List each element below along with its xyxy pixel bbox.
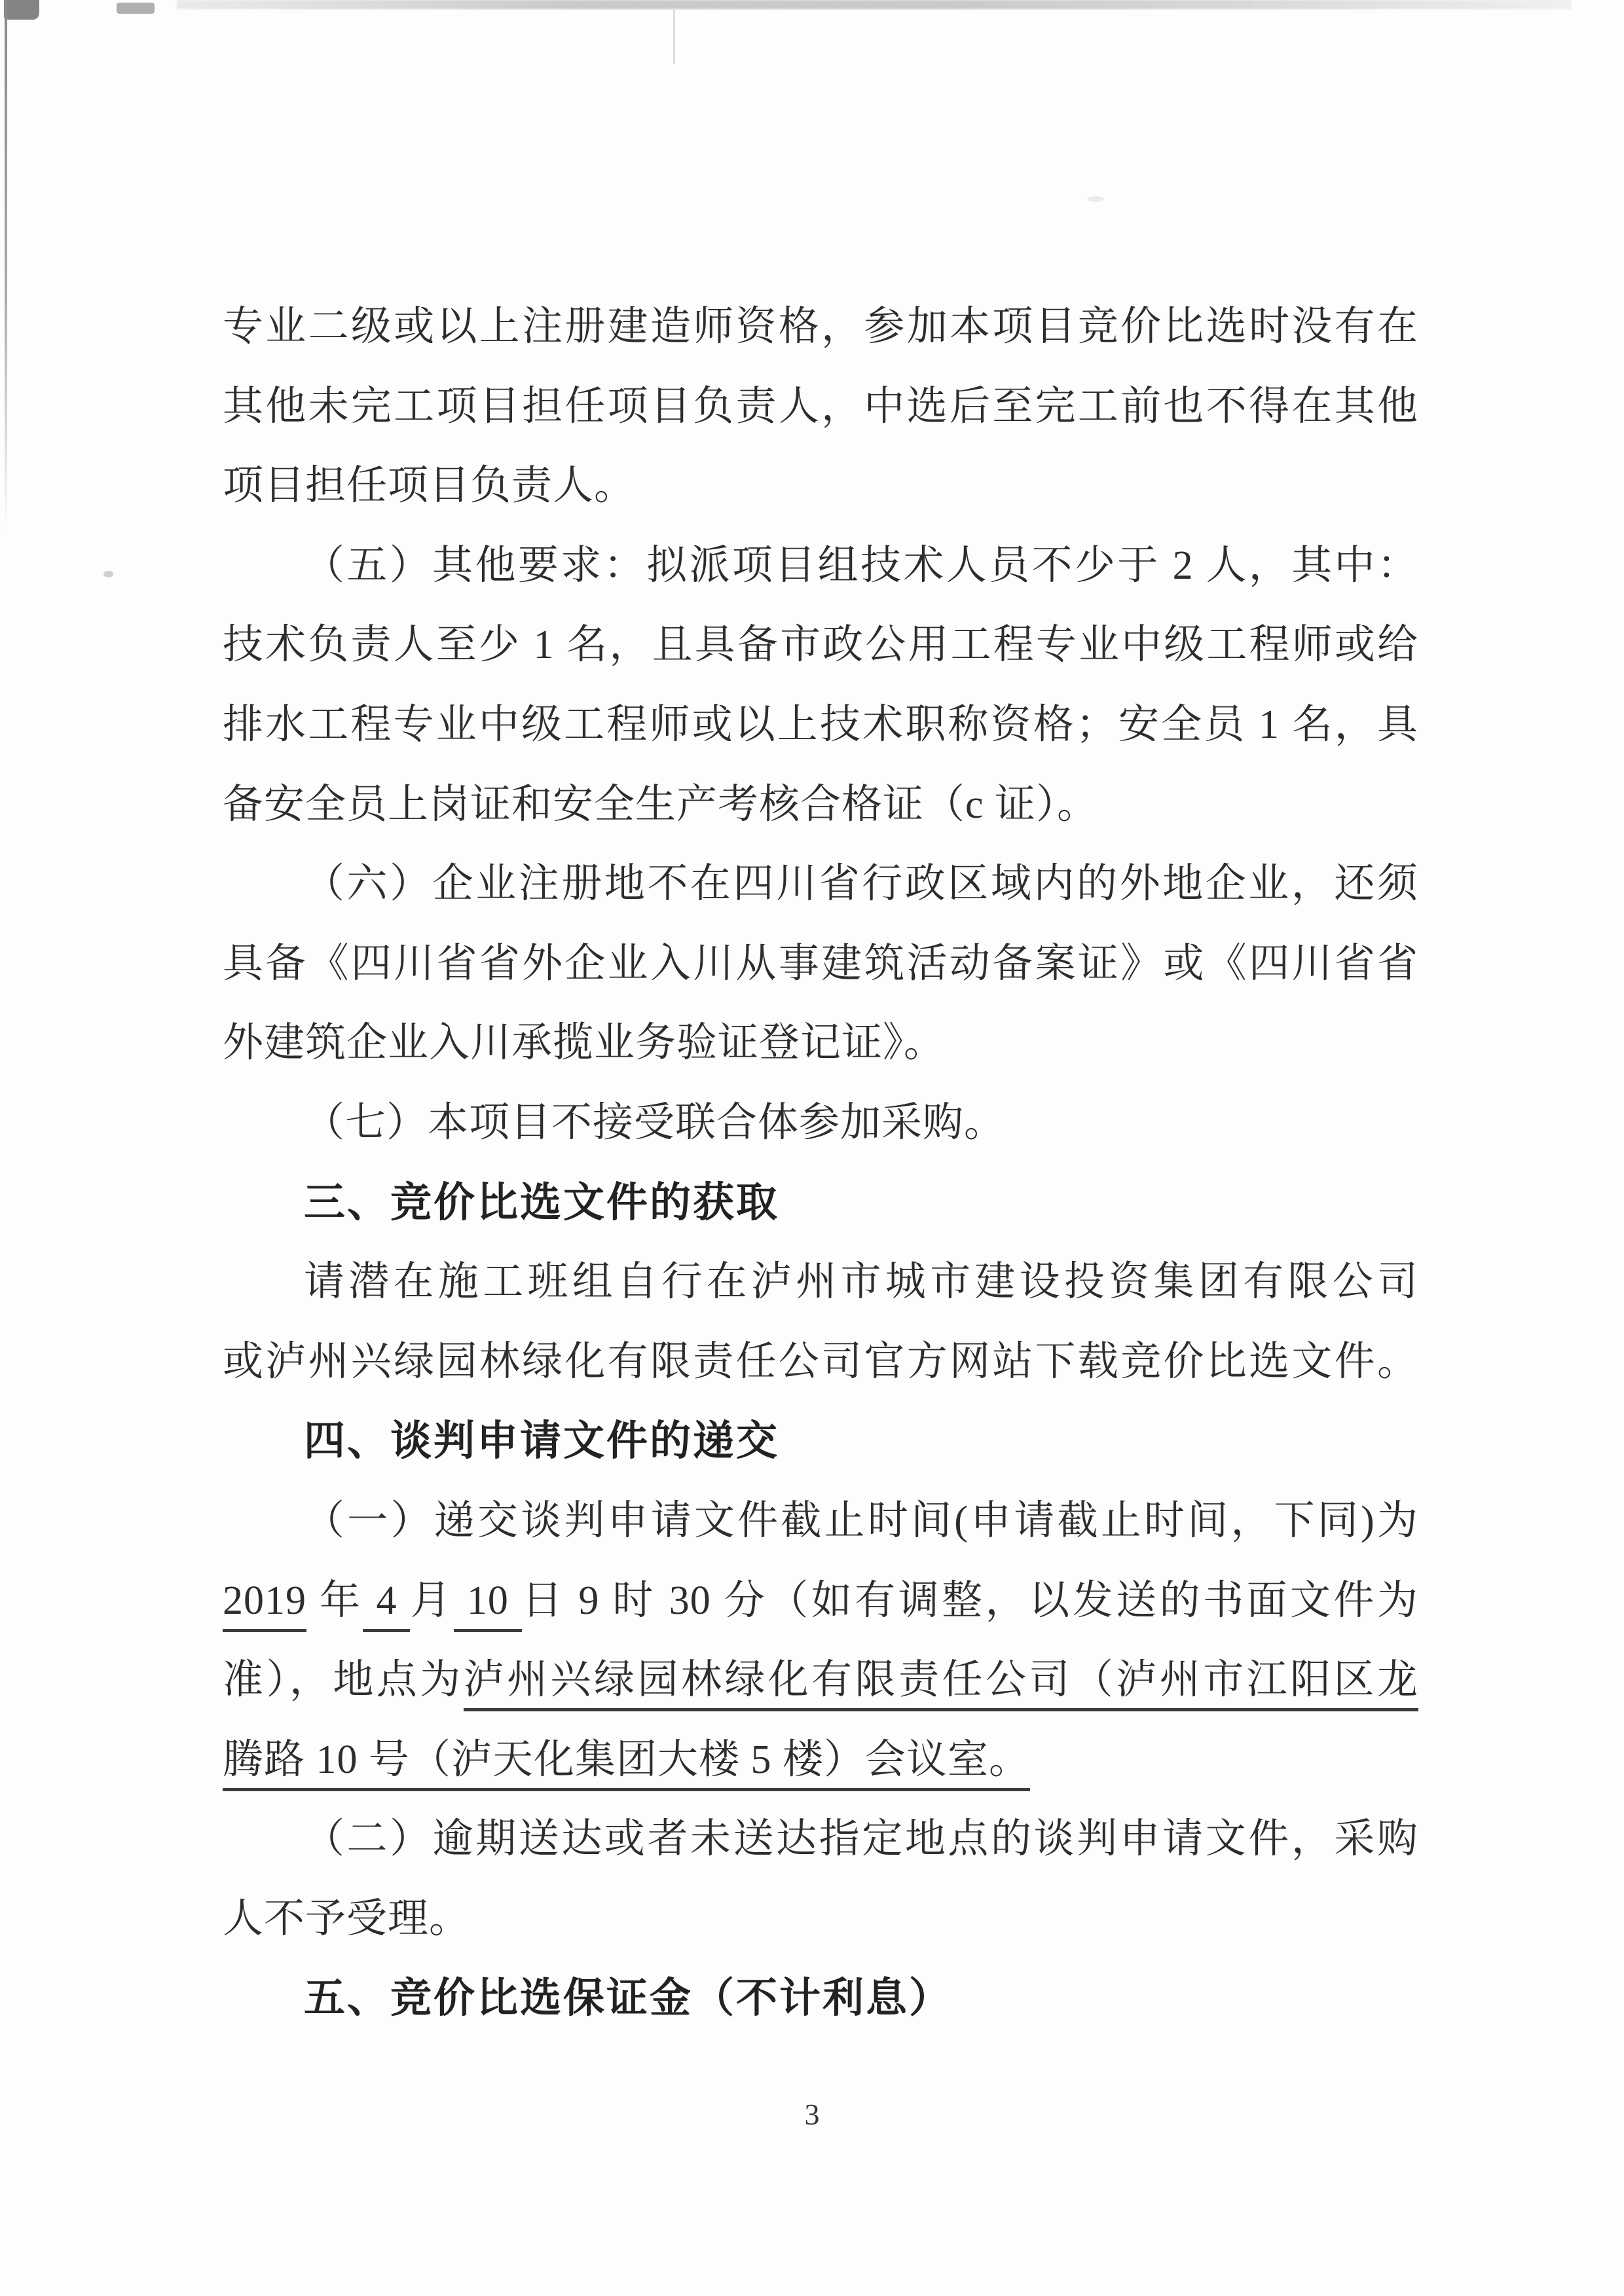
scan-artifact-left-line bbox=[5, 0, 7, 530]
text-segment: 日 9 时 30 分（如有调整，以发送的书面文件为 bbox=[521, 1578, 1418, 1623]
scan-artifact-corner-blob bbox=[4, 0, 39, 20]
text-line: （二）逾期送达或者未送达指定地点的谈判申请文件，采购 bbox=[304, 1817, 1418, 1862]
text-line: 或泸州兴绿园林绿化有限责任公司官方网站下载竞价比选文件。 bbox=[223, 1339, 1418, 1384]
text-line: （一）递交谈判申请文件截止时间(申请截止时间，下同)为 bbox=[304, 1498, 1418, 1543]
text-line: （六）企业注册地不在四川省行政区域内的外地企业，还须 bbox=[304, 862, 1418, 907]
text-segment: 年 bbox=[306, 1578, 363, 1623]
section-heading: 四、谈判申请文件的递交 bbox=[304, 1418, 779, 1465]
section-heading: 三、竞价比选文件的获取 bbox=[304, 1179, 779, 1226]
text-line: （五）其他要求：拟派项目组技术人员不少于 2 人，其中： bbox=[304, 543, 1418, 588]
section-heading: 五、竞价比选保证金（不计利息） bbox=[304, 1975, 952, 2022]
text-line: 项目担任项目负责人。 bbox=[223, 464, 636, 509]
text-line: 备安全员上岗证和安全生产考核合格证（c 证）。 bbox=[223, 782, 1099, 827]
text-line: 具备《四川省省外企业入川从事建筑活动备案证》或《四川省省 bbox=[223, 941, 1418, 986]
scan-artifact-speck bbox=[103, 571, 113, 577]
text-line: 其他未完工项目担任项目负责人，中选后至完工前也不得在其他 bbox=[223, 384, 1418, 429]
text-line: 排水工程专业中级工程师或以上技术职称资格；安全员 1 名，具 bbox=[223, 702, 1418, 747]
text-line bbox=[223, 1721, 1418, 1800]
underlined-text: 2019 bbox=[223, 1578, 306, 1632]
text-line: 人不予受理。 bbox=[223, 1896, 471, 1941]
underlined-text: 腾路 10 号（泸天化集团大楼 5 楼）会议室。 bbox=[223, 1738, 1030, 1791]
text-line bbox=[223, 1641, 1418, 1721]
text-segment: 月 bbox=[410, 1578, 454, 1623]
document-body bbox=[223, 287, 1418, 2039]
scan-artifact-top-band bbox=[177, 0, 1572, 9]
underlined-text: 泸州兴绿园林绿化有限责任公司（泸州市江阳区龙 bbox=[464, 1658, 1418, 1711]
text-line bbox=[223, 1561, 1418, 1641]
underlined-text: 10 bbox=[454, 1578, 522, 1632]
scan-artifact-vertical-streak bbox=[673, 8, 675, 64]
text-segment: 准），地点为 bbox=[223, 1658, 464, 1703]
text-line: （七）本项目不接受联合体参加采购。 bbox=[304, 1100, 1006, 1145]
text-line: 请潜在施工班组自行在泸州市城市建设投资集团有限公司 bbox=[304, 1260, 1418, 1305]
underlined-text: 4 bbox=[363, 1578, 410, 1632]
page-number: 3 bbox=[804, 2098, 820, 2131]
scan-artifact-speck bbox=[1087, 196, 1104, 202]
text-line: 技术负责人至少 1 名，且具备市政公用工程专业中级工程师或给 bbox=[223, 623, 1418, 668]
scan-artifact-dash bbox=[117, 3, 155, 14]
text-line: 专业二级或以上注册建造师资格，参加本项目竞价比选时没有在 bbox=[223, 304, 1418, 349]
text-line: 外建筑企业入川承揽业务验证登记证》。 bbox=[223, 1021, 946, 1066]
